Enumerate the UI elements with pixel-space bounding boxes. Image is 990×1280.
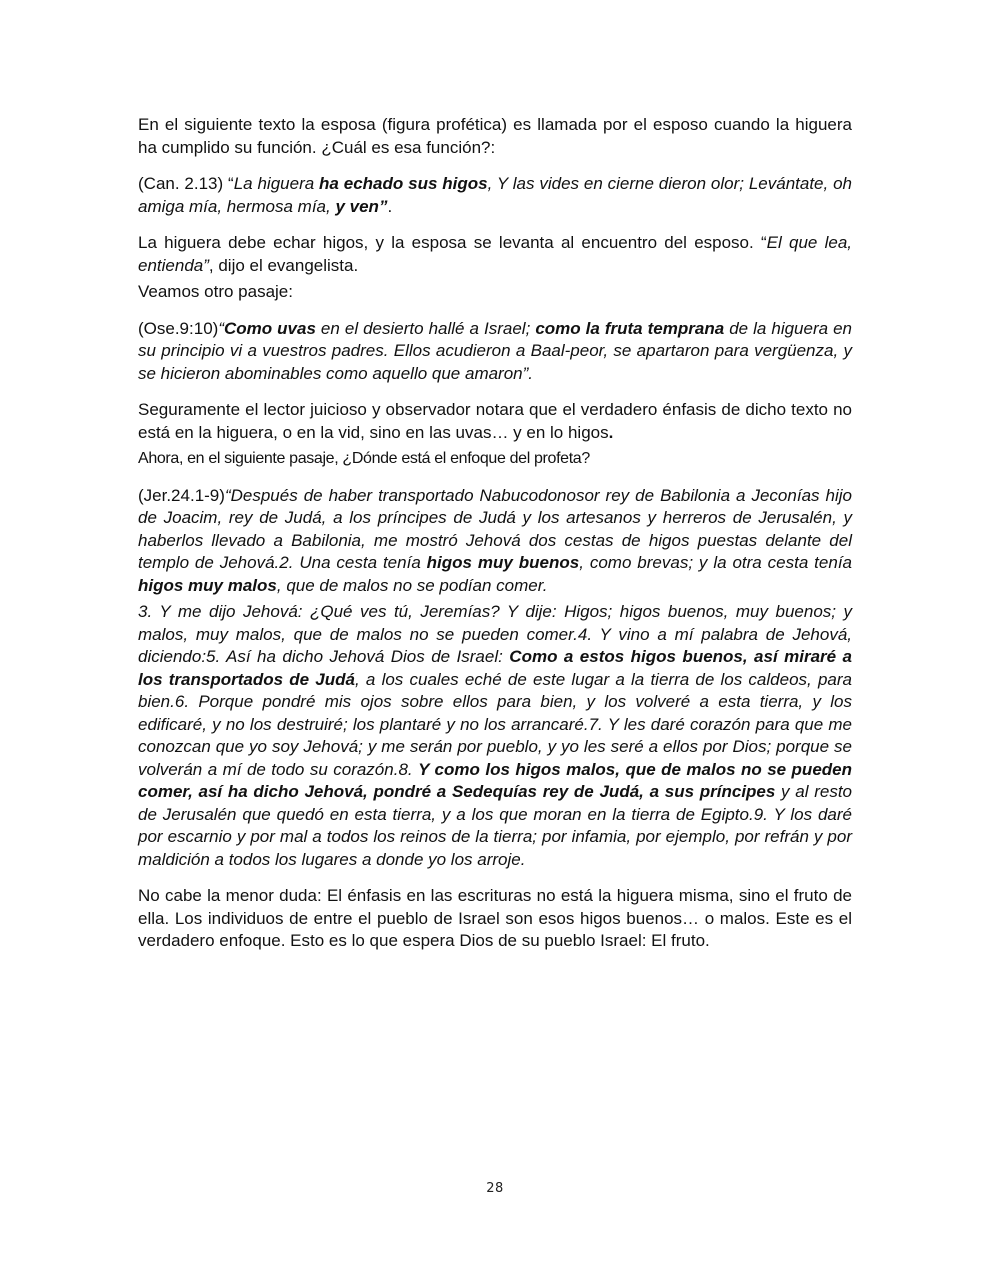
paragraph-higuera: La higuera debe echar higos, y la esposa se levanta al encuentro del esposo. “El que lea, entienda”, dijo el evangelista. [138,233,852,275]
quote-jeremias-part2: 3. Y me dijo Jehová: ¿Qué ves tú, Jeremías? Y dije: Higos; higos buenos, muy buenos; y malos, muy malos, que de malos no se pueden comer.4. Y vino a mí palabra de Jehová, diciendo:5. Así ha dicho Jehová Dios de Israel: Como a estos higos buenos, así miraré a los transportados de Judá, a los cuales eché de este lugar a la tierra de los caldeos, para bien.6. Porque pondré mis ojos sobre ellos para bien, y los volveré a esta tierra, y los edificaré, y no los destruiré; los plantaré y no los arrancaré.7. Y les daré corazón para que me conozcan que yo soy Jehová; y me serán por pueblo, y yo les seré a ellos por Dios; porque se volverán a mí de todo su corazón.8. Y como los higos malos, que de malos no se pueden comer, así ha dicho Jehová, pondré a Sedequías rey de Judá, a sus príncipes y al resto de Jerusalén que quedó en esta tierra, y a los que moran en la tierra de Egipto.9. Y los daré por escarnio y por mal a todos los reinos de la tierra; por infamia, por ejemplo, por refrán y por maldición a todos los lugares a donde yo los arroje. [138,602,852,869]
page-body [138,114,852,953]
quote-oseas: (Ose.9:10)“Como uvas en el desierto hallé a Israel; como la fruta temprana de la higuera en su principio vi a vuestros padres. Ellos acudieron a Baal-peor, se apartaron para vergüenza, y se hicieron abominables como aquello que amaron”. [138,318,853,383]
paragraph-conclusion: No cabe la menor duda: El énfasis en las escrituras no está la higuera misma, sino el fruto de ella. Los individuos de entre el pueblo de Israel son esos higos buenos… o malos. Este es el verdadero enfoque. Esto es lo que espera Dios de su pueblo Israel: El fruto. [138,886,852,950]
paragraph-veamos: Veamos otro pasaje: [138,282,293,301]
quote-reference: (Can. 2.13) “ [138,174,234,193]
quote-jeremias-part1: (Jer.24.1-9)“Después de haber transportado Nabucodonosor rey de Babilonia a Jeconías hijo de Joacim, rey de Judá, a los príncipes de Judá y los artesanos y herreros de Jerusalén, y haberlos llevado a Babilonia, me mostró Jehová dos cestas de higos puestas delante del templo de Jehová.2. Una cesta tenía higos muy buenos, como brevas; y la otra cesta tenía higos muy malos, que de malos no se podían comer. [138,485,852,595]
quote-cantares: (Can. 2.13) “La higuera ha echado sus higos, Y las vides en cierne dieron olor; Levántate, oh amiga mía, hermosa mía, y ven”. [138,174,852,216]
paragraph-intro: En el siguiente texto la esposa (figura profética) es llamada por el esposo cuando la higuera ha cumplido su función. ¿Cuál es esa función?: [138,115,852,157]
quote-reference: (Jer.24.1-9) [138,485,225,505]
page-number: 28 [486,1181,504,1196]
paragraph-pregunta: Ahora, en el siguiente pasaje, ¿Dónde está el enfoque del profeta? [138,450,590,467]
paragraph-enfasis: Seguramente el lector juicioso y observador notara que el verdadero énfasis de dicho texto no está en la higuera, o en la vid, sino en las uvas… y en lo higos. [138,400,852,442]
quote-reference: (Ose.9:10) [138,318,219,338]
